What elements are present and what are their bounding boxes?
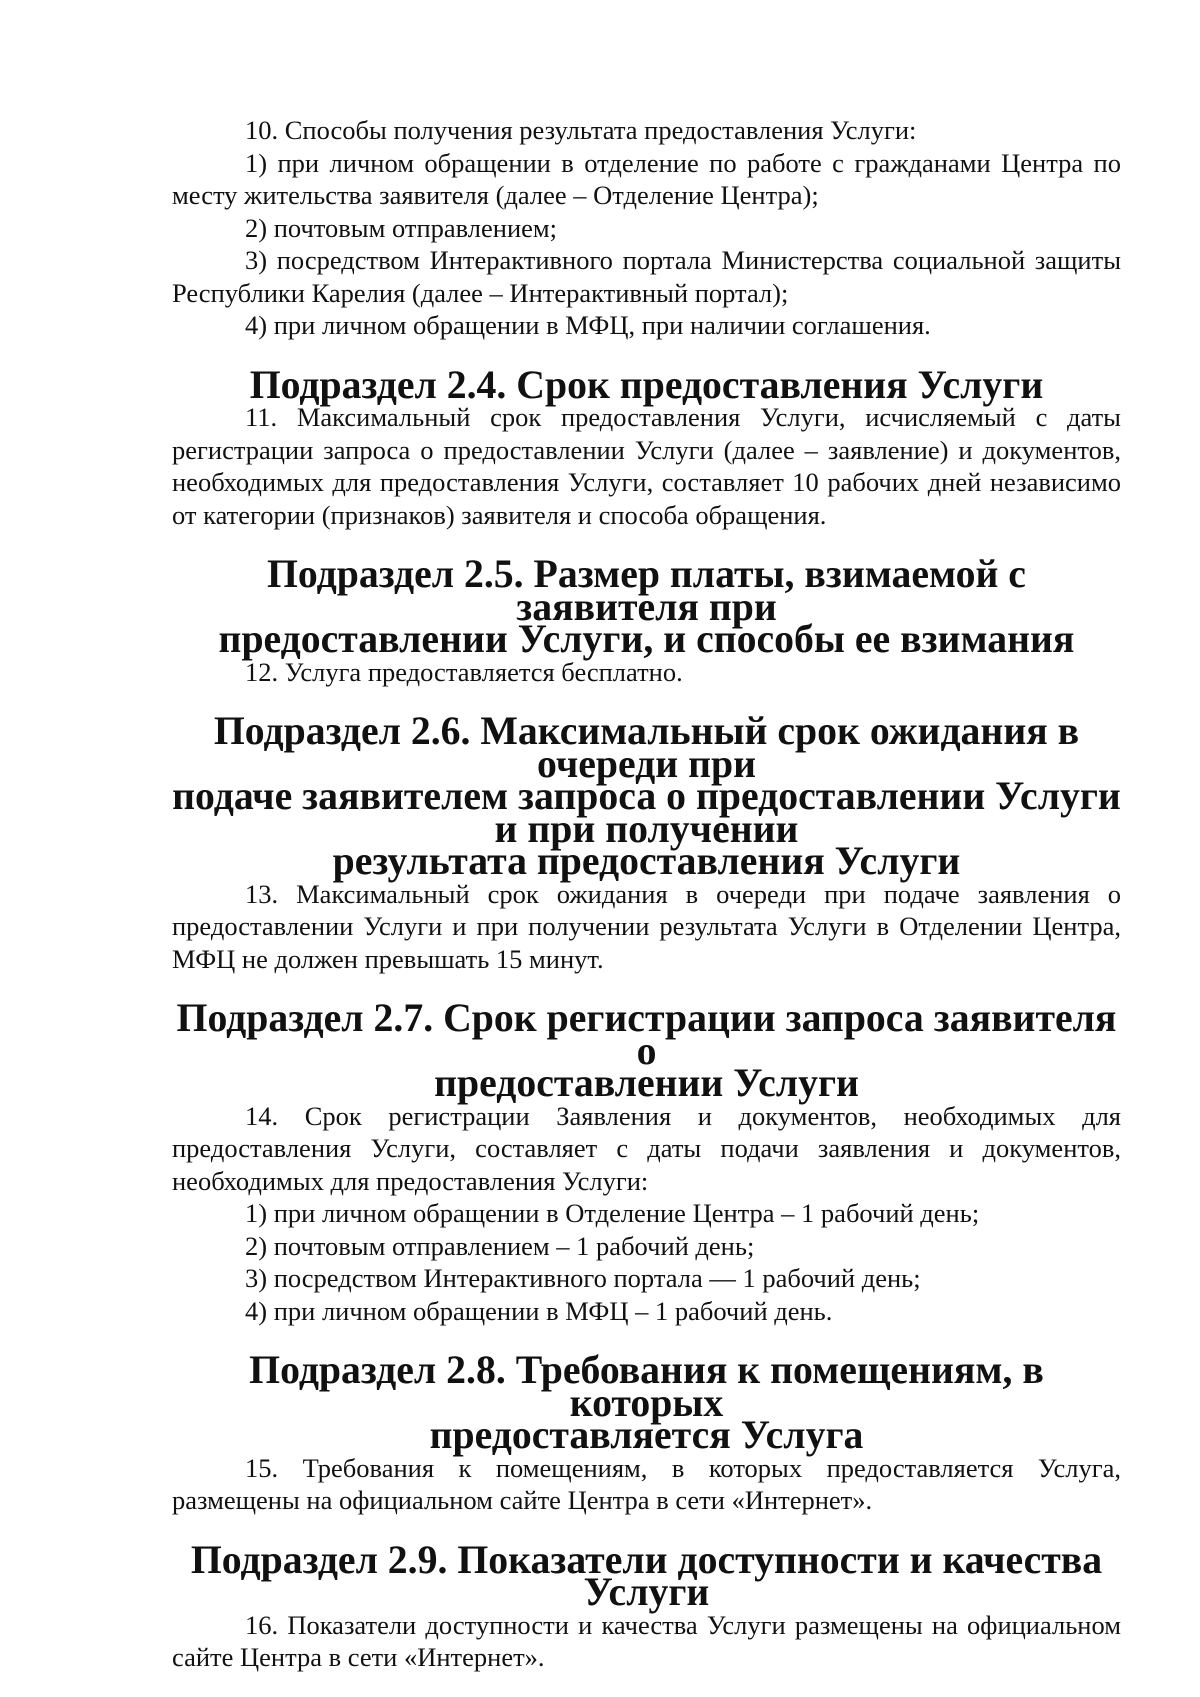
heading-subsection-2-7 [172, 996, 1121, 1105]
paragraph-16: 16. Показатели доступности и качества Услуги размещены на официальном сайте Центра в сети «Интернет». [172, 1609, 1121, 1672]
heading-subsection-2-6 [172, 709, 1121, 883]
paragraph-14-item-2: 2) почтовым отправлением – 1 рабочий день; [245, 1230, 755, 1261]
paragraph-14-item-1: 1) при личном обращении в Отделение Центра – 1 рабочий день; [245, 1198, 980, 1228]
heading-line: результата предоставления Услуги [332, 839, 961, 883]
paragraph-10-item-2: 2) почтовым отправлением; [245, 212, 558, 243]
heading-line: Подраздел 2.6. Максимальный срок ожидания в очереди при [213, 709, 1080, 786]
heading-subsection-2-9 [172, 1537, 1121, 1614]
document-page [172, 114, 1121, 1674]
heading-subsection-2-5 [172, 552, 1121, 661]
heading-line: предоставляется Услуга [429, 1413, 864, 1457]
paragraph-14-item-4: 4) при личном обращении в МФЦ – 1 рабочий день. [245, 1295, 833, 1326]
paragraph-10-item-4: 4) при личном обращении в МФЦ, при наличии соглашения. [245, 310, 931, 340]
paragraph-15: 15. Требования к помещениям, в которых предоставляется Услуга, размещены на официальном сайте Центра в сети «Интернет». [172, 1452, 1121, 1515]
paragraph-13: 13. Максимальный срок ожидания в очереди при подаче заявления о предоставлении Услуги и при получении результата Услуги в Отделении Центра, МФЦ не должен превышать 15 минут. [172, 878, 1121, 974]
heading-line: предоставлении Услуги, и способы ее взимания [218, 617, 1075, 661]
paragraph-11: 11. Максимальный срок предоставления Услуги, исчисляемый с даты регистрации запроса о предоставлении Услуги (далее – заявление) и документов, необходимых для предоставления Услуги, составляет 10 рабочих дней независимо от категории (признаков) заявителя и способа обращения. [172, 402, 1121, 530]
heading-line: Подраздел 2.9. Показатели доступности и качества Услуги [190, 1537, 1103, 1614]
heading-line: Подраздел 2.8. Требования к помещениям, в которых [249, 1348, 1044, 1425]
paragraph-14-intro: 14. Срок регистрации Заявления и документов, необходимых для предоставления Услуги, составляет с даты подачи заявления и документов, необходимых для предоставления Услуги: [172, 1100, 1121, 1196]
paragraph-10-intro: 10. Способы получения результата предоставления Услуги: [245, 115, 917, 145]
heading-subsection-2-4 [172, 362, 1121, 407]
heading-line: предоставлении Услуги [434, 1061, 859, 1105]
paragraph-10-item-3: 3) посредством Интерактивного портала Министерства социальной защиты Республики Карелия (далее – Интерактивный портал); [172, 245, 1121, 308]
heading-subsection-2-8 [172, 1348, 1121, 1457]
heading-line: Подраздел 2.5. Размер платы, взимаемой с заявителя при [267, 552, 1026, 629]
paragraph-10-item-1: 1) при личном обращении в отделение по работе с гражданами Центра по месту жительства заявителя (далее – Отделение Центра); [172, 147, 1121, 210]
paragraph-12: 12. Услуга предоставляется бесплатно. [245, 656, 683, 687]
heading-line: Подраздел 2.7. Срок регистрации запроса заявителя о [176, 996, 1117, 1073]
heading-line: подаче заявителем запроса о предоставлении Услуги и при получении [172, 774, 1121, 851]
paragraph-14-item-3: 3) посредством Интерактивного портала — 1 рабочий день; [245, 1263, 921, 1293]
heading-line: Подраздел 2.4. Срок предоставления Услуги [249, 362, 1044, 407]
